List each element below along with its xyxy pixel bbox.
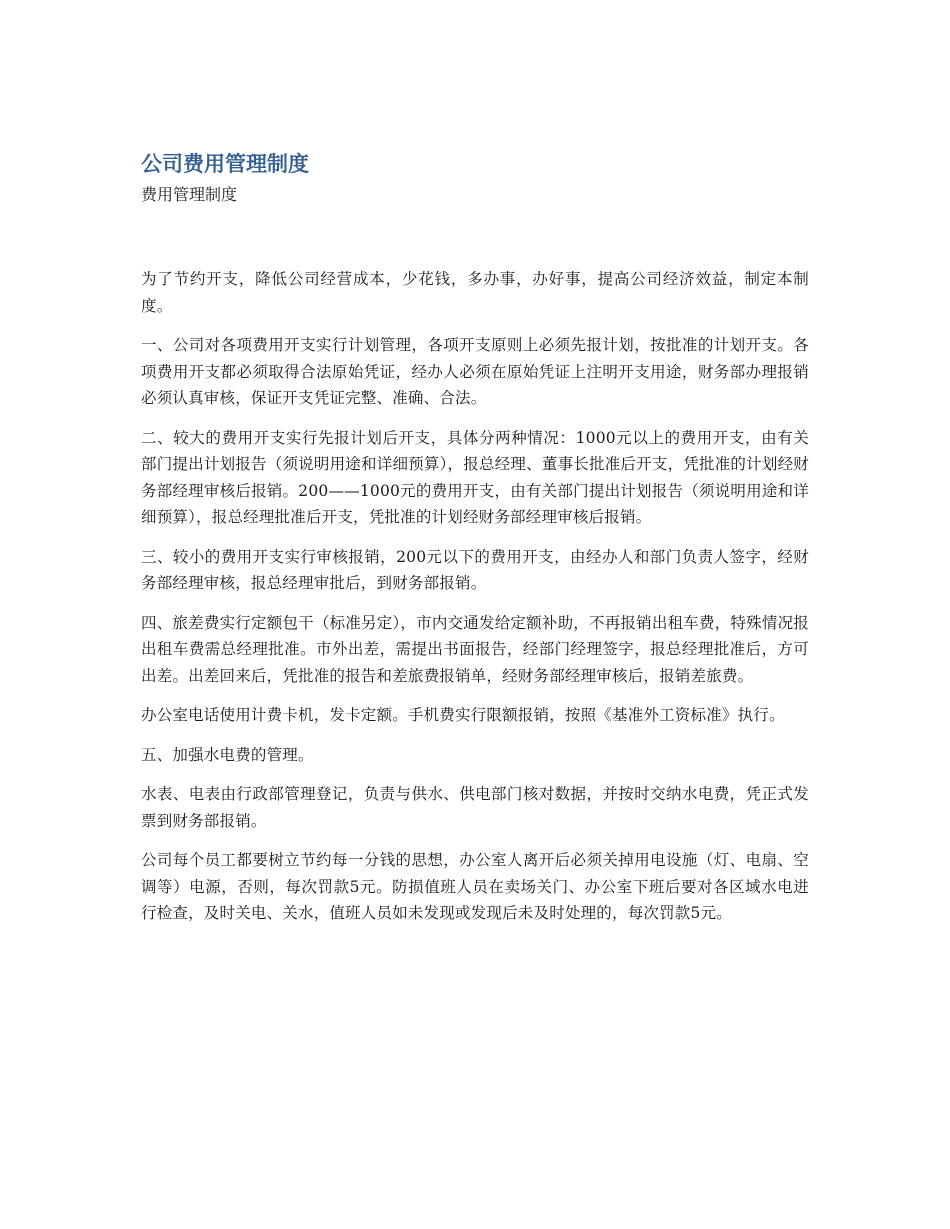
paragraph-section-2: 二、较大的费用开支实行先报计划后开支，具体分两种情况：1000元以上的费用开支，由有关部门提出计划报告（须说明用途和详细预算），报总经理、董事长批准后开支，凭批准的计划经财务部经理审核后报销。200——1000元的费用开支，由有关部门提出计划报告（须说明用途和详细预算），报总经理批准后开支，凭批准的计划经财务部经理审核后报销。	[141, 428, 809, 526]
document-title: 公司费用管理制度	[141, 152, 309, 176]
paragraph-intro: 为了节约开支，降低公司经营成本，少花钱，多办事，办好事，提高公司经济效益，制定本制度。	[141, 270, 809, 315]
document-body	[141, 266, 809, 927]
paragraph-section-4: 四、旅差费实行定额包干（标准另定），市内交通发给定额补助，不再报销出租车费，特殊情况报出租车费需总经理批准。市外出差，需提出书面报告，经部门经理签字，报总经理批准后，方可出差。出差回来后，凭批准的报告和差旅费报销单，经财务部经理审核后，报销差旅费。	[141, 613, 809, 685]
document-page	[141, 148, 809, 940]
paragraph-phone-policy: 办公室电话使用计费卡机，发卡定额。手机费实行限额报销，按照《基准外工资标准》执行。	[141, 706, 785, 724]
paragraph-section-3: 三、较小的费用开支实行审核报销，200元以下的费用开支，由经办人和部门负责人签字，经财务部经理审核，报总经理审批后，到财务部报销。	[141, 547, 809, 592]
paragraph-section-1: 一、公司对各项费用开支实行计划管理，各项开支原则上必须先报计划，按批准的计划开支。各项费用开支都必须取得合法原始凭证，经办人必须在原始凭证上注明开支用途，财务部办理报销必须认真审核，保证开支凭证完整、准确、合法。	[141, 336, 809, 407]
document-subtitle: 费用管理制度	[141, 185, 238, 204]
paragraph-energy-saving: 公司每个员工都要树立节约每一分钱的思想，办公室人离开后必须关掉用电设施（灯、电扇、空调等）电源，否则，每次罚款5元。防损值班人员在卖场关门、办公室下班后要对各区域水电进行检查，及时关电、关水，值班人员如未发现或发现后未及时处理的，每次罚款5元。	[141, 851, 809, 922]
paragraph-utility-meters: 水表、电表由行政部管理登记，负责与供水、供电部门核对数据，并按时交纳水电费，凭正式发票到财务部报销。	[141, 785, 809, 830]
paragraph-section-5: 五、加强水电费的管理。	[141, 745, 314, 764]
